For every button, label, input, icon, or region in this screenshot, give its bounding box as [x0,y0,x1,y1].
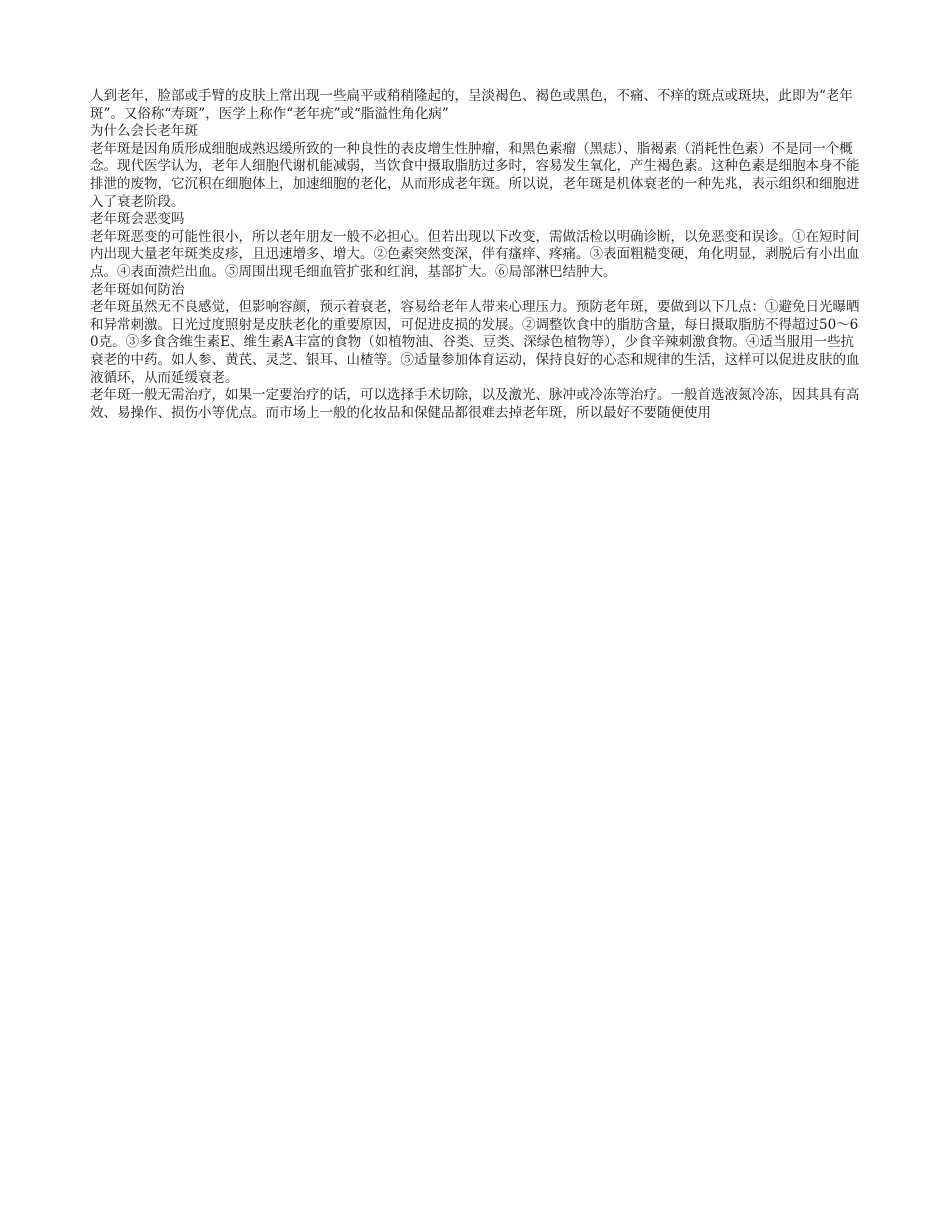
section-heading-why: 为什么会长老年斑 [90,123,198,140]
section-paragraph-prevention: 老年斑虽然无不良感觉，但影响容颜，预示着衰老，容易给老年人带来心理压力。预防老年斑，要做到以下几点：①避免日光曝晒和异常刺激。日光过度照射是皮肤老化的重要原因，可促进皮损的发展。②调整饮食中的脂肪含量，每日摄取脂肪不得超过50～60克。③多食含维生素E、维生素A丰富的食物（如植物油、谷类、豆类、深绿色植物等），少食辛辣刺激食物。④适当服用一些抗衰老的中药。如人参、黄芪、灵芝、银耳、山楂等。⑤适量参加体育运动，保持良好的心态和规律的生活，这样可以促进皮肤的血液循环，从而延缓衰老。 [90,299,860,386]
section-paragraph-treatment: 老年斑一般无需治疗，如果一定要治疗的话，可以选择手术切除，以及激光、脉冲或冷冻等治疗。一般首选液氮冷冻，因其具有高效、易操作、损伤小等优点。而市场上一般的化妆品和保健品都很难去掉老年斑，所以最好不要随便使用 [90,387,860,421]
intro-paragraph: 人到老年，脸部或手臂的皮肤上常出现一些扁平或稍稍隆起的，呈淡褐色、褐色或黑色，不痛、不痒的斑点或斑块，此即为“老年斑”。又俗称“寿斑”，医学上称作“老年疣”或“脂溢性角化病” [90,88,853,122]
section-paragraph-why: 老年斑是因角质形成细胞成熟迟缓所致的一种良性的表皮增生性肿瘤，和黑色素瘤（黑痣）、脂褐素（消耗性色素）不是同一个概念。现代医学认为，老年人细胞代谢机能减弱，当饮食中摄取脂肪过多时，容易发生氧化，产生褐色素。这种色素是细胞本身不能排泄的废物，它沉积在细胞体上，加速细胞的老化，从而形成老年斑。所以说，老年斑是机体衰老的一种先兆，表示组织和细胞进入了衰老阶段。 [90,140,860,210]
document-body [90,88,860,422]
section-paragraph-malignancy: 老年斑恶变的可能性很小，所以老年朋友一般不必担心。但若出现以下改变，需做活检以明确诊断，以免恶变和误诊。①在短时间内出现大量老年斑类皮疹，且迅速增多、增大。②色素突然变深，伴有瘙痒、疼痛。③表面粗糙变硬，角化明显，剥脱后有小出血点。④表面溃烂出血。⑤周围出现毛细血管扩张和红润，基部扩大。⑥局部淋巴结肿大。 [90,228,860,280]
section-heading-prevention: 老年斑如何防治 [90,281,185,298]
section-heading-malignancy: 老年斑会恶变吗 [90,211,185,228]
